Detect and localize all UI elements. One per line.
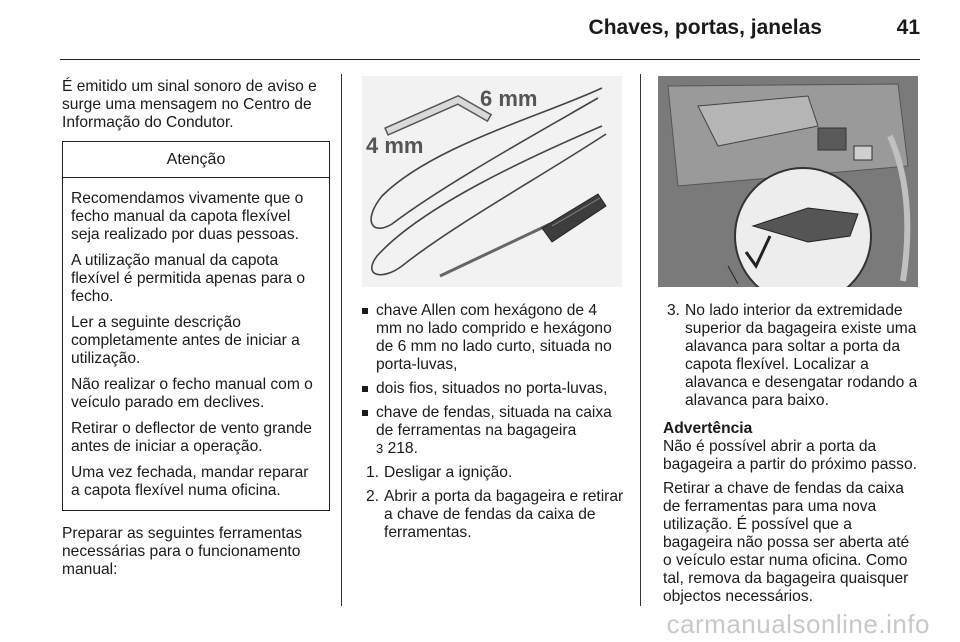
watermark: carmanualsonline.info [666,609,930,639]
warning-paragraph: Não realizar o fecho manual com o veículo parado em declives. [71,376,313,411]
step-text: No lado interior da extremidade superior da bagageira existe uma alavanca para soltar a porta da capota flexível. Localizar a alavanca e desengatar rodando a alavanca para baixo. [685,302,918,409]
screwdriver-shaft [440,224,550,276]
warning-body [63,178,329,510]
column-1 [62,78,330,585]
page-ref: 218. [387,440,418,457]
step-number: 2. [366,488,380,505]
screwdriver-handle [542,194,606,242]
tools-intro-paragraph: Preparar as seguintes ferramentas necessárias para o funcionamento manual: [62,525,303,578]
warning-paragraph: Recomendamos vivamente que o fecho manual da capota flexível seja realizado por duas pessoas. [71,190,304,243]
warning-paragraph: Uma vez fechada, mandar reparar a capota flexível numa oficina. [71,464,309,499]
trunk-drawing [658,76,918,287]
tools-drawing [362,76,622,287]
list-item: chave Allen com hexágono de 4 mm no lado comprido e hexágono de 6 mm no lado curto, situada no porta-luvas, [362,302,624,374]
step-number: 1. [366,464,380,481]
list-item-text: chave de fendas, situada na caixa de ferramentas na bagageira [376,404,612,439]
warning-title: Atenção [63,142,329,178]
column-divider-1 [341,74,342,606]
step-text: Abrir a porta da bagageira e retirar a chave de fendas da caixa de ferramentas. [384,488,624,541]
warning-paragraph: Ler a seguinte descrição completamente antes de iniciar a utilização. [71,314,300,367]
column-2 [362,302,624,548]
lever-housing [818,128,846,150]
warning-paragraph: Retirar o deflector de vento grande antes de iniciar a operação. [71,420,312,455]
note-title: Advertência [663,420,753,437]
button-detail [854,146,872,160]
page-ref-icon: 3 [376,441,384,456]
warning-box [62,141,330,511]
column-divider-2 [640,74,641,606]
header-title: Chaves, portas, janelas [588,16,822,39]
tools-illustration [362,76,622,287]
list-item [362,404,624,458]
label-4mm: 4 mm [366,133,424,158]
header-rule [60,59,920,60]
trunk-lever-illustration [658,76,918,287]
step-number: 3. [667,302,681,319]
note-paragraph: Retirar a chave de fendas da caixa de ferramentas para uma nova utilização. É possível que a bagageira não possa ser aberta até o veículo estar numa oficina. Como tal, remova da bagageira quaisquer objectos necessários. [663,480,910,605]
column-3 [663,302,921,612]
label-6mm: 6 mm [480,86,538,111]
note-paragraph: Não é possível abrir a porta da bagageira a partir do próximo passo. [663,438,917,473]
intro-paragraph: É emitido um sinal sonoro de aviso e surge uma mensagem no Centro de Informação do Condutor. [62,78,317,131]
warning-paragraph: A utilização manual da capota flexível é permitida apenas para o fecho. [71,252,306,305]
step-item [362,464,624,482]
step-item [362,488,624,542]
step-item [663,302,921,410]
page-number: 41 [896,16,920,39]
list-item: dois fios, situados no porta-luvas, [362,380,624,398]
step-text: Desligar a ignição. [384,464,513,481]
